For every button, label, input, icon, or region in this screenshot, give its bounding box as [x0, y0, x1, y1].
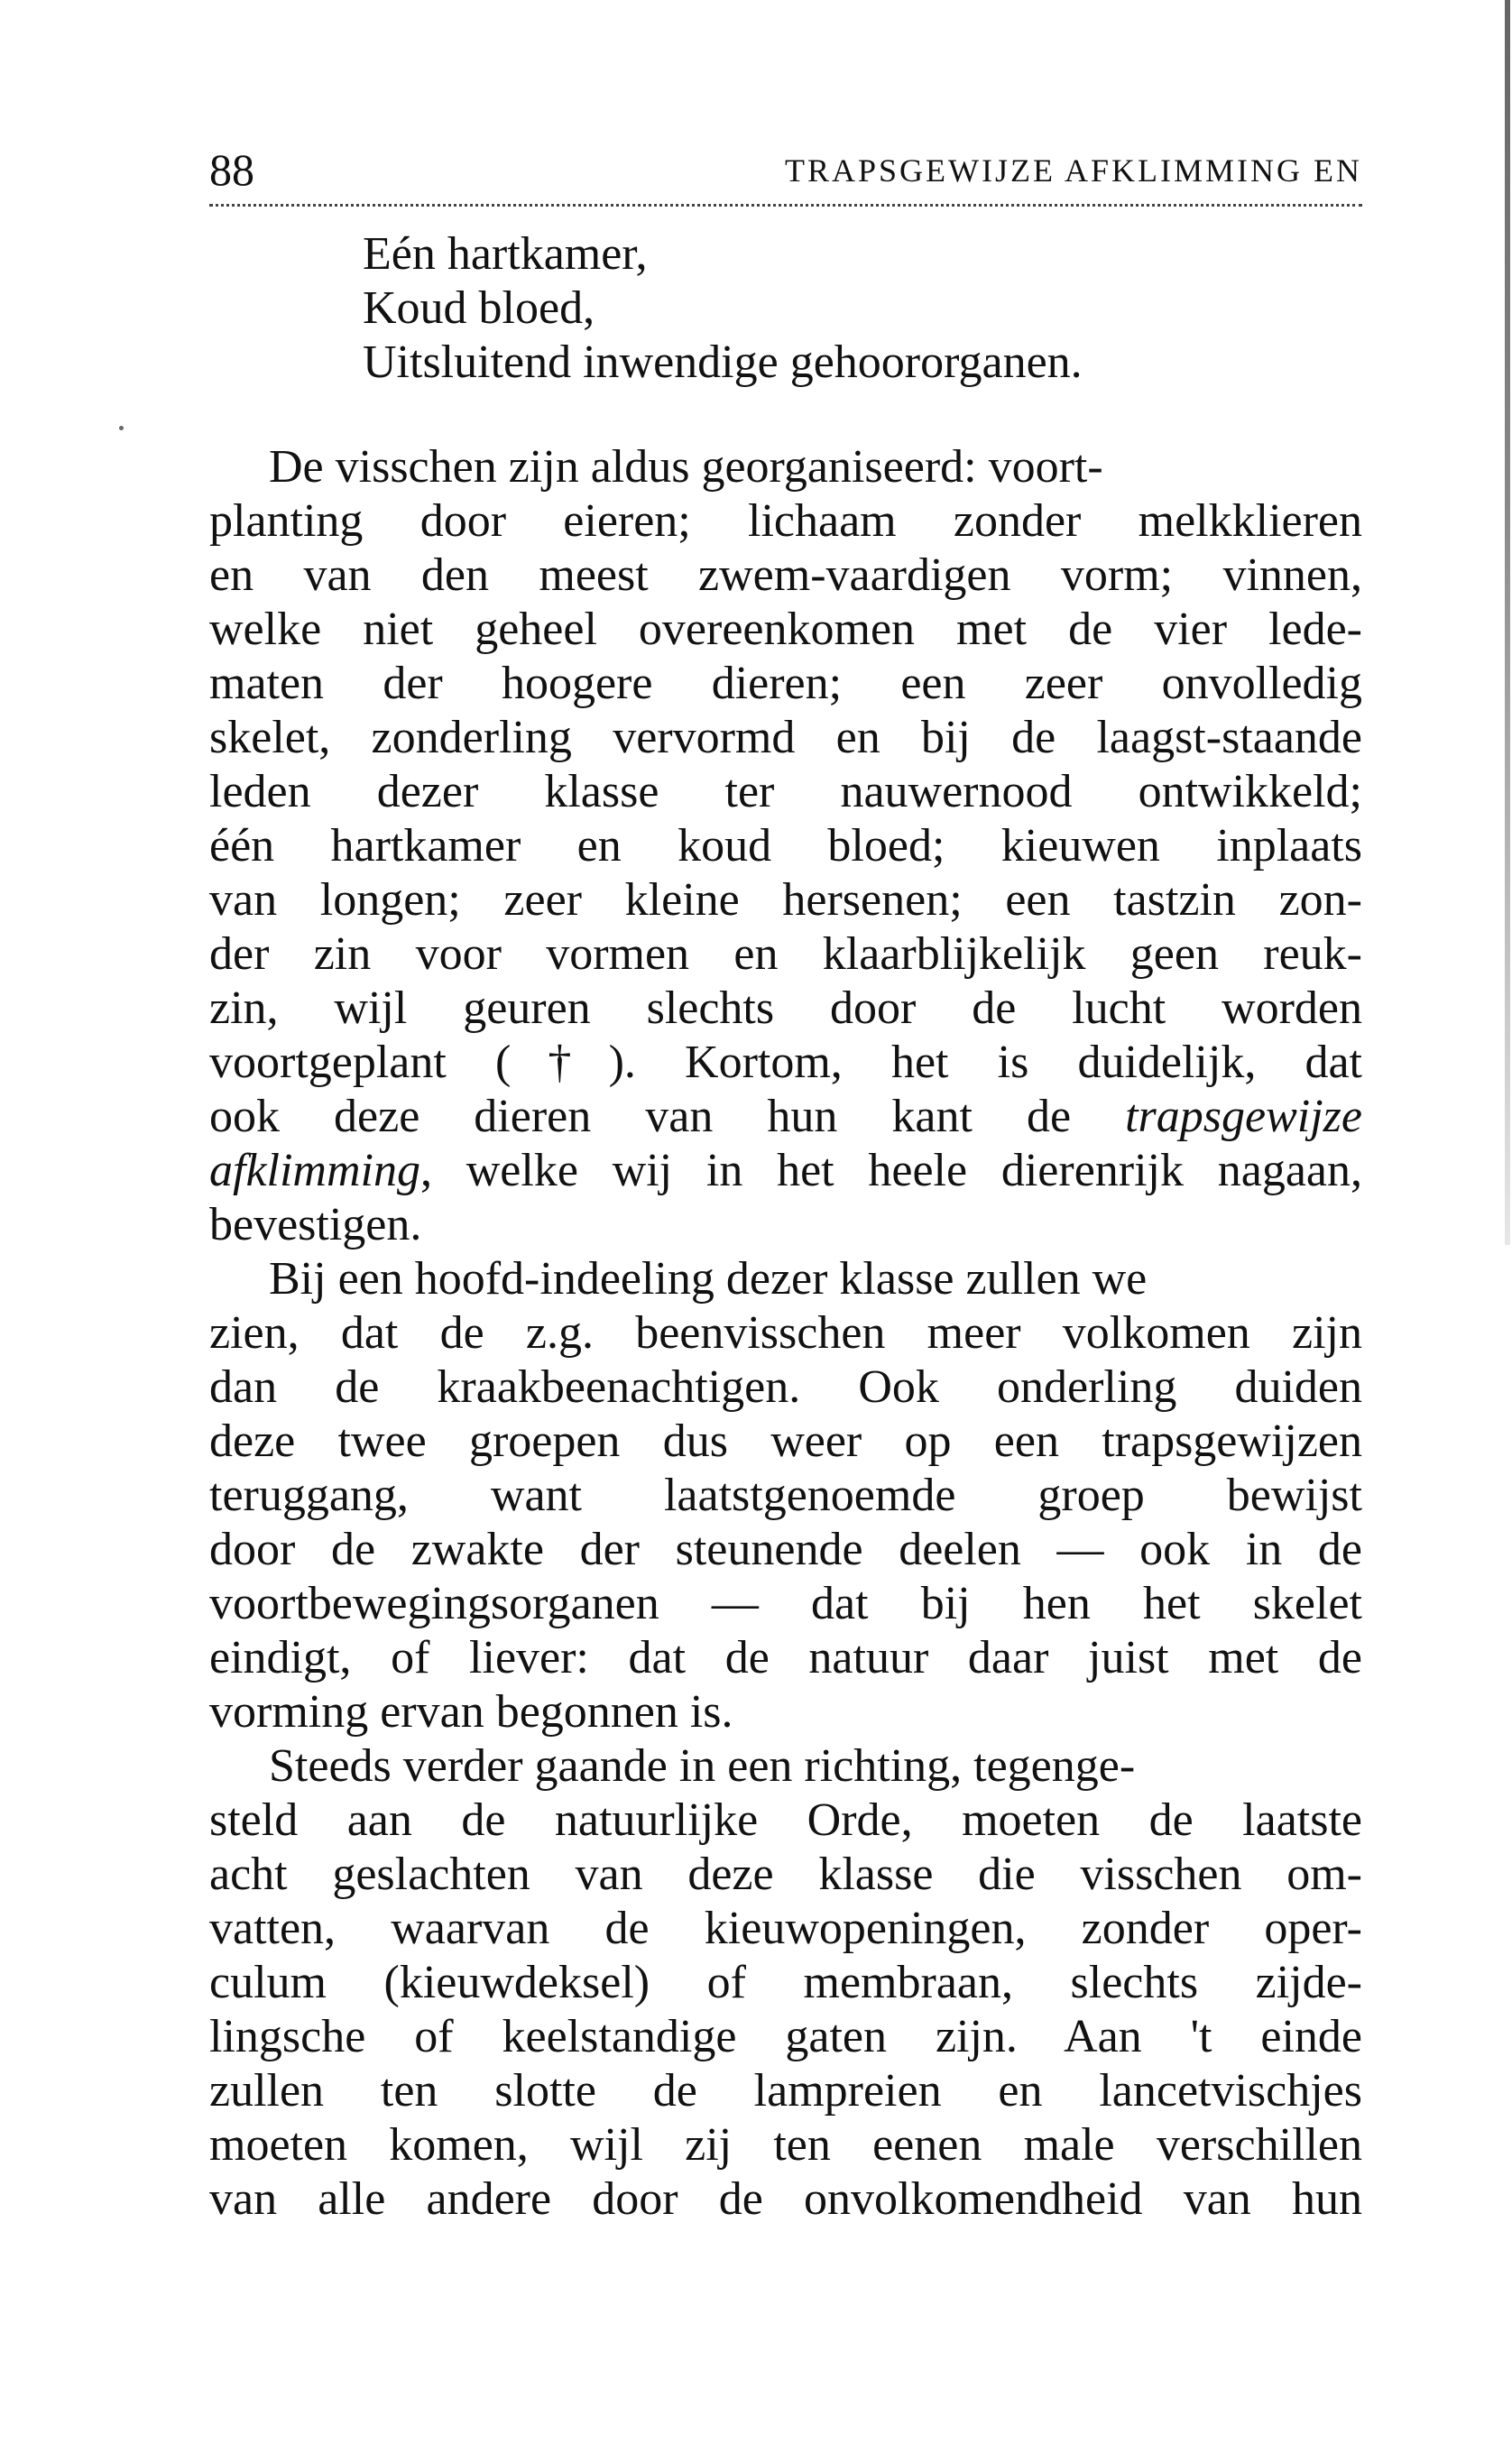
- running-head: TRAPSGEWIJZE AFKLIMMING EN: [785, 152, 1362, 189]
- paragraph-line: van longen; zeer kleine hersenen; een tastzin zon-: [209, 874, 1362, 926]
- paragraph-line: der zin voor vormen en klaarblijkelijk geen reuk-: [209, 928, 1362, 980]
- paragraph-line: door de zwakte der steunende deelen — ook in de: [209, 1524, 1362, 1575]
- paragraph-line: steld aan de natuurlijke Orde, moeten de laatste: [209, 1794, 1362, 1846]
- paragraph-line: van alle andere door de onvolkomendheid van hun: [209, 2173, 1362, 2225]
- text-run: ook deze dieren van hun kant de: [209, 1091, 1126, 1142]
- page-edge-shadow: [1505, 0, 1510, 1245]
- paper-speck: [119, 426, 124, 430]
- paragraph-line: acht geslachten van deze klasse die visschen om-: [209, 1849, 1362, 1900]
- paragraph-line: vorming ervan begonnen is.: [209, 1686, 733, 1738]
- paragraph-line: [209, 1090, 1362, 1144]
- paragraph-line: voortbewegingsorganen — dat bij hen het skelet: [209, 1578, 1362, 1629]
- verse-line: Koud bloed,: [363, 282, 595, 334]
- paragraph-line: De visschen zijn aldus georganiseerd: voort-: [269, 441, 1103, 493]
- paragraph-line: deze twee groepen dus weer op een trapsgewijzen: [209, 1416, 1362, 1467]
- verse-line: Eén hartkamer,: [363, 228, 648, 280]
- paragraph-line: bevestigen.: [209, 1199, 422, 1250]
- paragraph-line: zien, dat de z.g. beenvisschen meer volkomen zijn: [209, 1307, 1362, 1359]
- paragraph-line: Bij een hoofd-indeeling dezer klasse zullen we: [269, 1253, 1148, 1305]
- paragraph-line: Steeds verder gaande in een richting, tegenge-: [269, 1740, 1136, 1792]
- paragraph-line: teruggang, want laatstgenoemde groep bewijst: [209, 1470, 1362, 1521]
- paragraph-line: culum (kieuwdeksel) of membraan, slechts zijde-: [209, 1957, 1362, 2008]
- paragraph-line: planting door eieren; lichaam zonder melkklieren: [209, 495, 1362, 547]
- paragraph-line: één hartkamer en koud bloed; kieuwen inplaats: [209, 820, 1362, 872]
- paragraph-line: moeten komen, wijl zij ten eenen male verschillen: [209, 2119, 1362, 2171]
- paragraph-line: skelet, zonderling vervormd en bij de laagst-staande: [209, 712, 1362, 763]
- italic-term: trapsgewijze: [1125, 1091, 1362, 1142]
- italic-term: afklimming: [209, 1145, 420, 1196]
- paragraph-line: leden dezer klasse ter nauwernood ontwikkeld;: [209, 766, 1362, 817]
- paragraph-line: zullen ten slotte de lampreien en lancetvischjes: [209, 2065, 1362, 2117]
- paragraph-line: zin, wijl geuren slechts door de lucht worden: [209, 982, 1362, 1034]
- paragraph-line: lingsche of keelstandige gaten zijn. Aan 't einde: [209, 2011, 1362, 2062]
- paragraph-line: dan de kraakbeenachtigen. Ook onderling duiden: [209, 1361, 1362, 1413]
- paragraph-line: [209, 1144, 1362, 1198]
- paragraph-line: welke niet geheel overeenkomen met de vier lede-: [209, 604, 1362, 655]
- page-number: 88: [209, 144, 254, 195]
- paragraph-line: eindigt, of liever: dat de natuur daar juist met de: [209, 1632, 1362, 1683]
- paragraph-line: en van den meest zwem-vaardigen vorm; vinnen,: [209, 549, 1362, 601]
- text-run: , welke wij in het heele dierenrijk nagaan,: [419, 1145, 1362, 1196]
- page-header: [209, 143, 1362, 197]
- paragraph-line: voortgeplant (†). Kortom, het is duidelijk, dat: [209, 1037, 1362, 1088]
- paragraph-line: maten der hoogere dieren; een zeer onvolledig: [209, 658, 1362, 709]
- verse-line: Uitsluitend inwendige gehoororganen.: [363, 337, 1083, 388]
- paragraph-line: vatten, waarvan de kieuwopeningen, zonder oper-: [209, 1903, 1362, 1954]
- header-dotted-rule: [209, 204, 1362, 207]
